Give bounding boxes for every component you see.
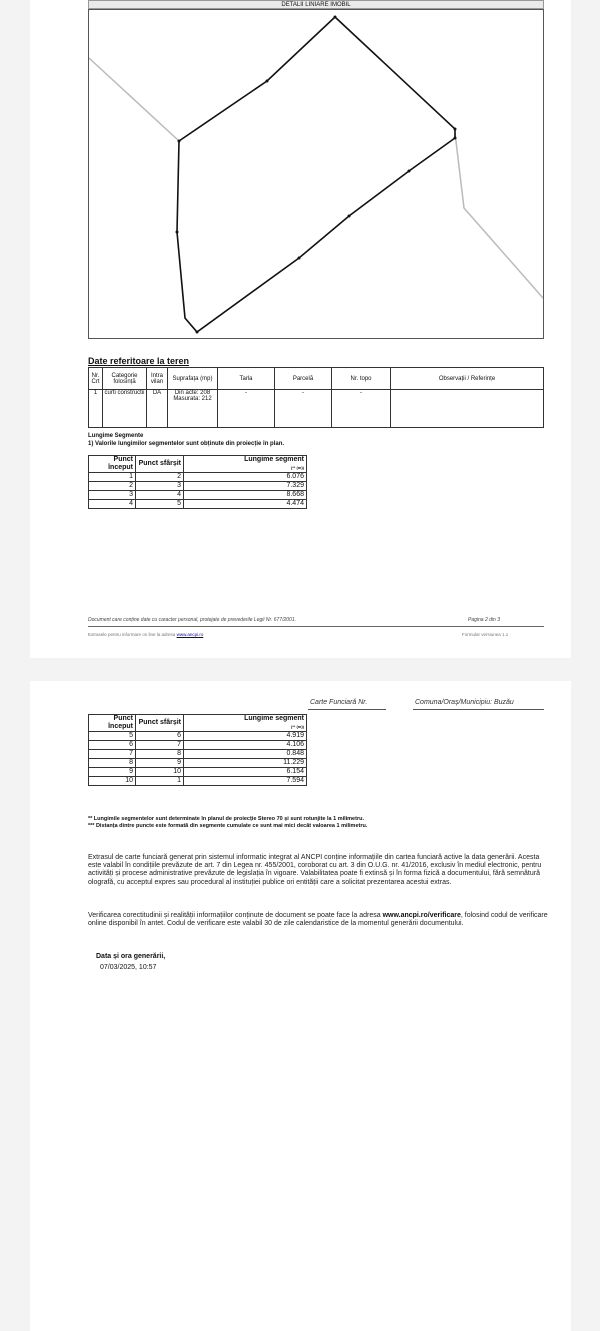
cell-observatii (391, 390, 544, 428)
seg-end: 6 (136, 732, 184, 741)
col-topo: Nr. topo (332, 368, 391, 390)
table-row (89, 759, 307, 768)
col-nr: Nr. Crt (89, 368, 103, 390)
table-row (89, 500, 307, 509)
table-row (89, 491, 307, 500)
seg-start: 8 (89, 759, 136, 768)
seg-end: 3 (136, 482, 184, 491)
footer-divider (88, 626, 544, 627)
seg-start: 10 (89, 777, 136, 786)
seg-length: 4.919 (184, 732, 307, 741)
seg-length: 7.594 (184, 777, 307, 786)
carte-funciara-label: Carte Funciară Nr. (310, 699, 368, 706)
col-lungime (184, 456, 307, 473)
table-row (89, 750, 307, 759)
footer-disclaimer: Document care conține date cu caracter personal, protejate de prevederile Legii Nr. 677/2001. (88, 617, 296, 623)
table-row (89, 732, 307, 741)
footer-info (88, 632, 203, 637)
verification-text-b: , folosind codul de verificare online disponibil în antet. Codul de verificare este valabil 30 de zile calendaristice de la momentul generării documentului. (88, 912, 548, 928)
footnote-rounding: ** Lungimile segmentelor sunt determinate în planul de proiecție Stereo 70 și sunt rotunjite la 1 milimetru. (88, 816, 364, 822)
table-row (89, 777, 307, 786)
header-underline-1 (308, 709, 386, 710)
seg-end: 7 (136, 741, 184, 750)
parcel-outline (177, 17, 455, 332)
seg-start: 6 (89, 741, 136, 750)
seg-end: 4 (136, 491, 184, 500)
col-lungime-label: Lungime segment (244, 456, 304, 463)
cell-suprafata: Din acte: 208 Masurata: 212 (168, 390, 218, 428)
col-lungime-unit: (** (m)) (290, 724, 304, 729)
seg-length: 4.474 (184, 500, 307, 509)
seg-length: 6.154 (184, 768, 307, 777)
document-page-2 (30, 0, 571, 658)
seg-start: 2 (89, 482, 136, 491)
seg-end: 10 (136, 768, 184, 777)
table-row (89, 768, 307, 777)
parcel-drawing (89, 10, 543, 338)
seg-end: 5 (136, 500, 184, 509)
col-punct-sfarsit: Punct sfârșit (136, 715, 184, 732)
cell-tarla: - (218, 390, 275, 428)
seg-end: 1 (136, 777, 184, 786)
table-row (89, 741, 307, 750)
cell-topo: - (332, 390, 391, 428)
seg-end: 9 (136, 759, 184, 768)
verification-text-a: Verificarea corectitudinii și realității informațiilor conținute de document se poate face la adresa (88, 912, 381, 919)
teren-section-title: Date referitoare la teren (88, 356, 190, 366)
locality-label: Comuna/Oraș/Municipiu: Buzău (415, 699, 514, 706)
seg-length: 11.229 (184, 759, 307, 768)
neighbor-boundary-west (89, 58, 179, 141)
parcel-plan (88, 9, 544, 339)
col-intravilan: Intra vilan (147, 368, 168, 390)
seg-length: 0.848 (184, 750, 307, 759)
footer-info-text: Extrasele pentru informare on line la adresa (88, 632, 176, 637)
cell-intravilan: DA (147, 390, 168, 428)
ancpi-link[interactable]: www.ancpi.ro (176, 632, 204, 637)
seg-start: 3 (89, 491, 136, 500)
segments-title: Lungime Segmente (88, 433, 144, 439)
footnote-cumulated: *** Distanța dintre puncte este formată din segmente cumulate ce sunt mai mici decât valoarea 1 milimetru. (88, 823, 368, 829)
plan-title: DETALII LINIARE IMOBIL (88, 0, 544, 9)
seg-start: 4 (89, 500, 136, 509)
seg-length: 4.106 (184, 741, 307, 750)
seg-end: 2 (136, 473, 184, 482)
segments-subtitle: 1) Valorile lungimilor segmentelor sunt obținute din proiecție în plan. (88, 441, 285, 447)
form-version: Formular versiunea 1.1 (462, 632, 509, 637)
cell-parcela: - (275, 390, 332, 428)
col-lungime-label: Lungime segment (244, 715, 304, 722)
col-categorie: Categorie folosință (103, 368, 147, 390)
verification-paragraph (88, 912, 548, 928)
col-observatii: Observații / Referințe (391, 368, 544, 390)
col-lungime-unit: (** (m)) (290, 465, 304, 470)
verification-link[interactable]: www.ancpi.ro/verificare (382, 912, 461, 919)
seg-start: 1 (89, 473, 136, 482)
col-lungime (184, 715, 307, 732)
seg-length: 8.668 (184, 491, 307, 500)
page-number: Pagina 2 din 3 (468, 617, 500, 623)
segments-table-1 (88, 455, 307, 509)
col-parcela: Parcelă (275, 368, 332, 390)
cell-nr: 1 (89, 390, 103, 428)
col-punct-sfarsit: Punct sfârșit (136, 456, 184, 473)
seg-end: 8 (136, 750, 184, 759)
document-page-3 (30, 681, 571, 1331)
teren-table (88, 367, 544, 428)
generation-date-value: 07/03/2025, 10:57 (100, 964, 157, 971)
generation-date-label: Data și ora generării, (96, 953, 166, 960)
neighbor-boundary-east (455, 133, 543, 298)
seg-start: 7 (89, 750, 136, 759)
header-underline-2 (413, 709, 544, 710)
seg-start: 9 (89, 768, 136, 777)
validity-paragraph: Extrasul de carte funciară generat prin sistemul informatic integrat al ANCPI conține informațiile din cartea funciară active la data generării. Acesta este valabil în condițiile prevăzute de art. 7 din Legea nr. 455/2001, coroborat cu art. 3 din O.U.G. nr. 41/2016, exclusiv în mediul electronic, pentru activități și procese administrative prevăzute de legislația în vigoare. Valabilitatea poate fi extinsă și în forma fizică a documentului, fără semnătură olografă, cu acceptul expres sau procedural al instituției publice ori entității care a solicitat prezentarea acestui extras. (88, 854, 542, 886)
parcel-vertices (176, 16, 457, 334)
cell-categorie: curti constructii (103, 390, 147, 428)
table-row (89, 473, 307, 482)
col-punct-inceput: Punct început (89, 456, 136, 473)
col-suprafata: Suprafața (mp) (168, 368, 218, 390)
table-row (89, 482, 307, 491)
seg-length: 7.329 (184, 482, 307, 491)
seg-length: 6.076 (184, 473, 307, 482)
col-punct-inceput: Punct început (89, 715, 136, 732)
seg-start: 5 (89, 732, 136, 741)
col-tarla: Tarla (218, 368, 275, 390)
segments-table-2 (88, 714, 307, 786)
